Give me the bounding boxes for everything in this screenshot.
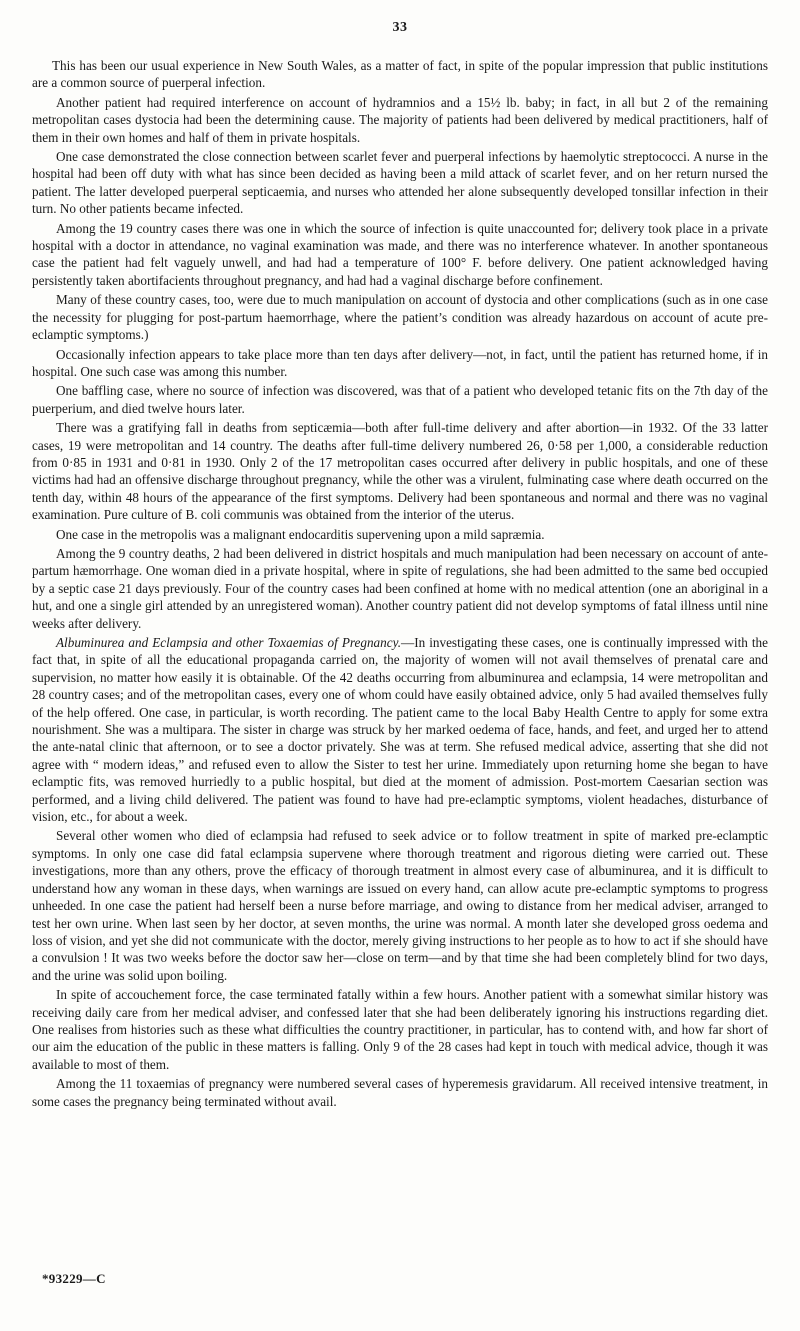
paragraph-manipulation: Many of these country cases, too, were due to much manipulation on account of dystocia and other complications (such as in one case the necessity for plugging for post-partum haemorrhage, where the patient’s condition was already hazardous on account of acute pre-eclamptic symptoms.) (32, 292, 768, 343)
section-heading-toxaemias: Albuminurea and Eclampsia and other Toxaemias of Pregnancy. (56, 635, 402, 650)
paragraph-country-deaths: Among the 9 country deaths, 2 had been delivered in district hospitals and much manipulation had been necessary on account of ante-partum hæmorrhage. One woman died in a private hospital, where in spite of regulations, she had been admitted to the same bed occupied by a septic case 21 days previously. Four of the country cases had been confined at home with no medical attention (one an aboriginal in a hut, and one a single girl attended by an unregistered woman). Another country patient did not develop symptoms of fatal illness until nine weeks after delivery. (32, 545, 768, 631)
paragraph-endocarditis: One case in the metropolis was a malignant endocarditis supervening upon a mild sapræmia. (56, 526, 545, 542)
paragraph-hospital-experience: This has been our usual experience in New South Wales, as a matter of fact, in spite of the popular impression that public institutions are a common source of puerperal infection. (32, 58, 768, 91)
section-heading-body: —In investigating these cases, one is continually impressed with the fact that, in spite of all the educational propaganda carried on, the majority of women will not avail themselves of prenatal care and supervision, no matter how easily it is obtainable. Of the 42 deaths occurring from albuminurea and eclampsia, 14 were metropolitan and 28 country cases; and of the metropolitan cases, every one of whom could have easily obtained advice, only 5 had availed themselves fully of the help offered. One case, in particular, is worth recording. The patient came to the local Baby Health Centre to apply for some extra nourishment. She was a multipara. The sister in charge was struck by her marked oedema of face, hands, and feet, and urged her to attend the ante-natal clinic that afternoon, or to see a doctor privately. She was at term. She refused medical advice, asserting that she did not agree with “ modern ideas,” and refused even to allow the Sister to test her urine. Immediately upon returning home she began to have eclamptic fits, was removed hurriedly to a public hospital, but died at the moment of admission. Post-mortem Caesarian section was performed, and a living child delivered. The patient was found to have had pre-eclamptic symptoms, violent headaches, disturbance of vision, etc., for about a week. (32, 635, 768, 825)
paragraph-septicaemia-fall: There was a gratifying fall in deaths from septicæmia—both after full-time delivery and after abortion—in 1932. Of the 33 latter cases, 19 were metropolitan and 14 country. The deaths after full-time delivery numbered 26, 0·58 per 1,000, a considerable reduction from 0·85 in 1931 and 0·81 in 1930. Only 2 of the 17 metropolitan cases occurred after delivery in public hospitals, and one of these victims had had an offensive discharge throughout pregnancy, while the other was a virulent, fulminating case where death occurred on the tenth day, within 48 hours of the appearance of the first symptoms. Delivery had been spontaneous and normal and there was no vaginal examination. Pure culture of B. coli communis was obtained from the interior of the uterus. (32, 420, 768, 523)
paragraph-tetanic-fits: One baffling case, where no source of infection was discovered, was that of a patient who developed tetanic fits on the 7th day of the puerperium, and died twelve hours later. (32, 383, 768, 416)
paragraph-hydramnios: Another patient had required interference on account of hydramnios and a 15½ lb. baby; in fact, in all but 2 of the remaining metropolitan cases dystocia had been the determining cause. The majority of patients had been delivered by medical practitioners, half of them in their own homes and half of them in private hospitals. (32, 94, 768, 145)
paragraph-eclampsia-refusal: Several other women who died of eclampsia had refused to seek advice or to follow treatment in spite of marked pre-eclamptic symptoms. In only one case did fatal eclampsia supervene where thorough treatment and rigorous dieting were carried out. These investigations, more than any others, prove the efficacy of thorough treatment in almost every case of albuminurea, and it is difficult to understand how any woman in these days, when warnings are issued on every hand, can allow acute pre-eclamptic symptoms to progress unheeded. In one case the patient had herself been a nurse before marriage, and owing to distance from her medical adviser, arranged to test her own urine. When last seen by her doctor, at seven months, the urine was normal. A month later she developed gross oedema and loss of vision, and yet she did not communicate with the doctor, merely giving instructions to her people as to how to act if she should have a convulsion ! It was two weeks before the doctor saw her—close on term—and by that time she had been completely blind for two days, and the urine was solid upon boiling. (32, 828, 768, 983)
paragraph-hyperemesis: Among the 11 toxaemias of pregnancy were numbered several cases of hyperemesis gravidarum. All received intensive treatment, in some cases the pregnancy being terminated without avail. (32, 1076, 768, 1109)
paragraph-accouchement: In spite of accouchement force, the case terminated fatally within a few hours. Another patient with a somewhat similar history was receiving daily care from her medical adviser, and confessed later that she had been deliberately ignoring his instructions regarding diet. One realises from histories such as these what difficulties the country practitioner, in particular, has to contend with, and how far short of our aim the education of the public in these matters is falling. Only 9 of the 28 cases had kept in touch with medical advice, though it was available to most of them. (32, 987, 768, 1072)
paragraph-late-infection: Occasionally infection appears to take place more than ten days after delivery—not, in fact, until the patient has returned home, if in hospital. One such case was among this number. (32, 346, 768, 379)
print-reference-code: *93229—C (42, 1271, 106, 1286)
page-number: 33 (392, 20, 408, 35)
body-text (32, 57, 768, 1112)
paragraph-country-cases: Among the 19 country cases there was one in which the source of infection is quite unaccounted for; delivery took place in a private hospital with a doctor in attendance, no vaginal examination was made, and there was no interference whatever. In another spontaneous case the patient had felt vaguely unwell, and had had a temperature of 100° F. before delivery. One patient acknowledged having persistently taken abortifacients throughout pregnancy, and had had a vaginal discharge before confinement. (32, 220, 768, 288)
paragraph-scarlet-fever: One case demonstrated the close connection between scarlet fever and puerperal infections by haemolytic streptococci. A nurse in the hospital had been off duty with what has since been decided as having been a mild attack of scarlet fever, and on her return nursed the patient. The latter developed puerperal septicaemia, and nurses who attended her alone subsequently developed tonsillar infection in their turn. No other patients became infected. (32, 149, 768, 217)
paragraph-albuminurea (32, 634, 768, 825)
